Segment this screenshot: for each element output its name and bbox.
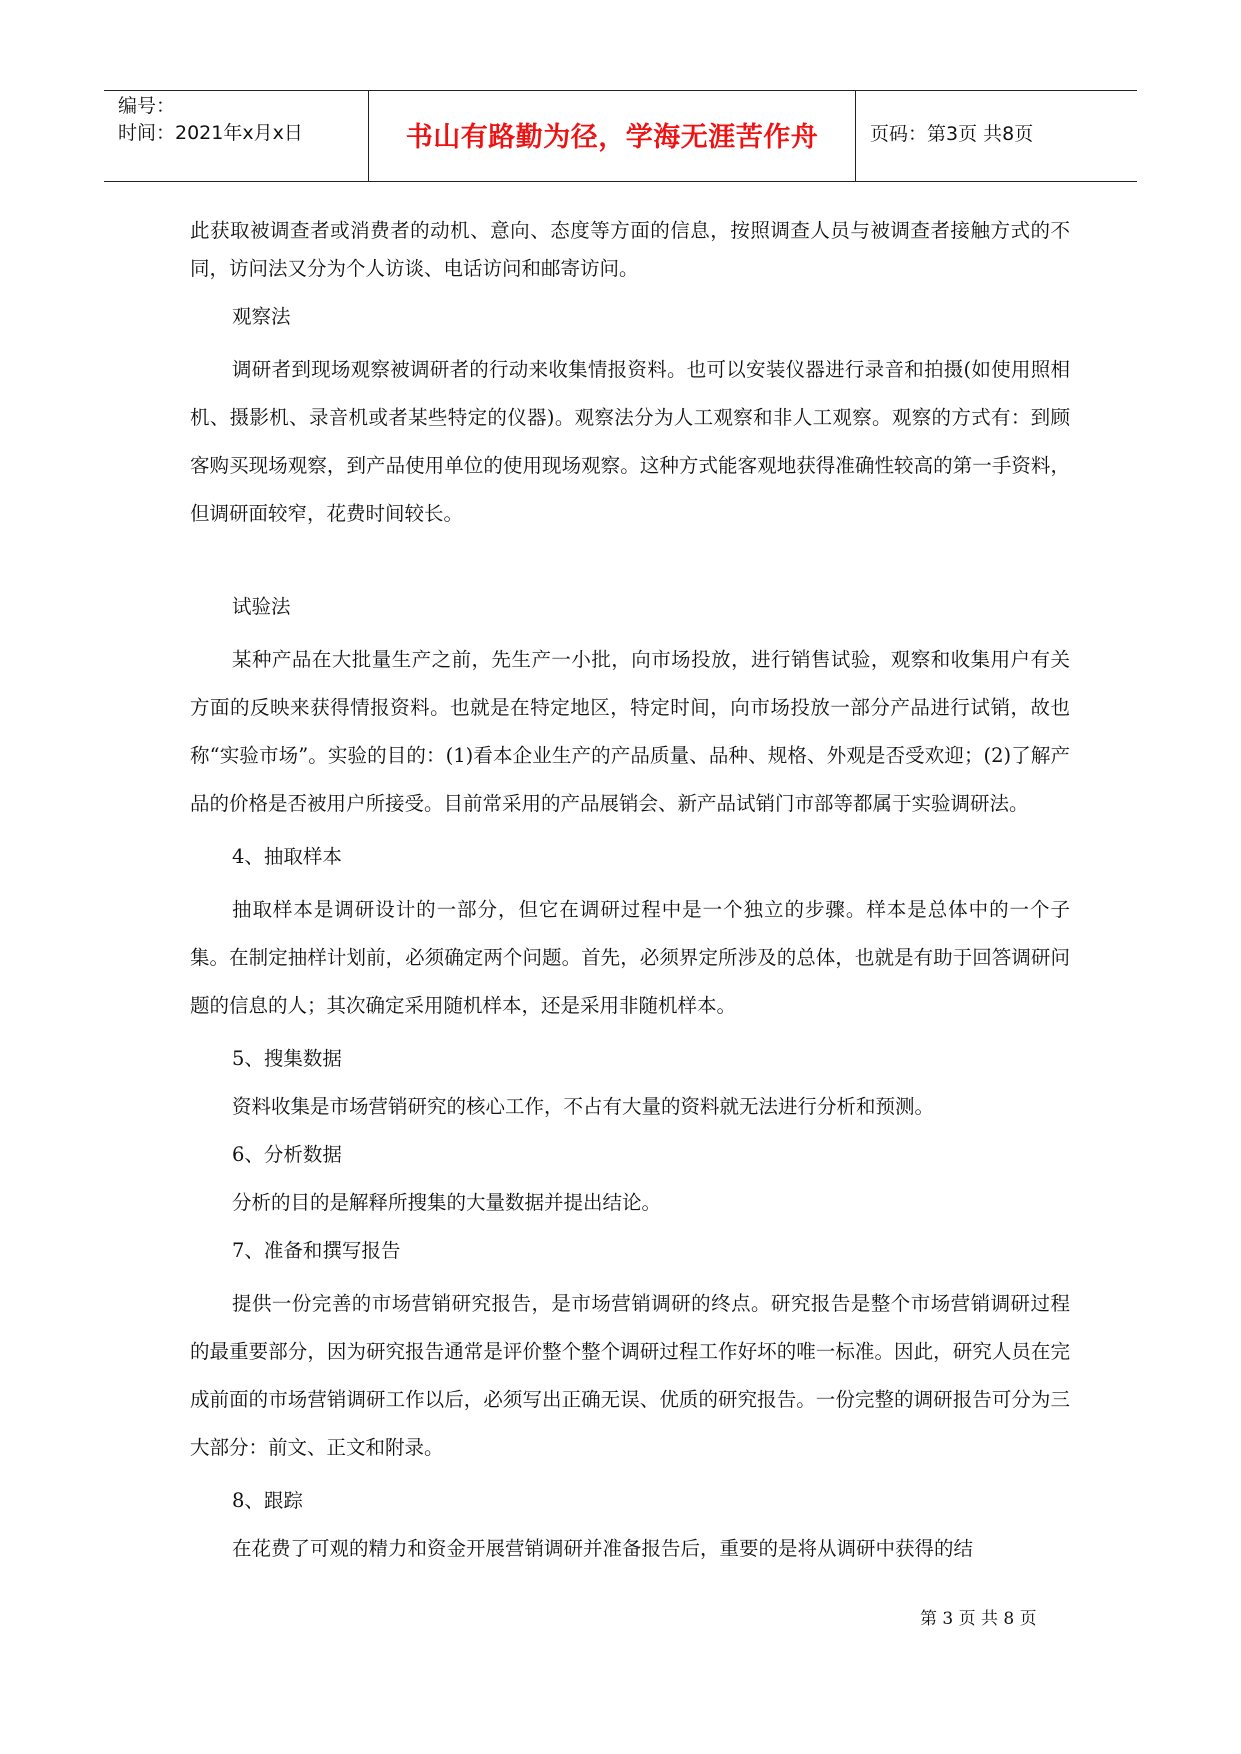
section-heading-tracking: 8、跟踪 [232,1489,303,1512]
page-footer: 第 3 页 共 8 页 [920,1609,1037,1629]
paragraph-sampling: 抽取样本是调研设计的一部分，但它在调研过程中是一个独立的步骤。样本是总体中的一个子集。在制定抽样计划前，必须确定两个问题。首先，必须界定所涉及的总体，也就是有助于回答调研问题的信息的人；其次确定采用随机样本，还是采用非随机样本。 [190,898,1070,1017]
document-number-label: 编号： [118,95,176,117]
header-page-info: 页码：第3页 共8页 [870,123,1034,145]
header-meta [118,93,358,147]
paragraph-collect-data: 资料收集是市场营销研究的核心工作，不占有大量的资料就无法进行分析和预测。 [232,1095,935,1118]
paragraph-intro-continuation: 此获取被调查者或消费者的动机、意向、态度等方面的信息，按照调查人员与被调查者接触方式的不同，访问法又分为个人访谈、电话访问和邮寄访问。 [190,219,1070,280]
section-heading-collect-data: 5、搜集数据 [232,1047,342,1070]
paragraph-report: 提供一份完善的市场营销研究报告，是市场营销调研的终点。研究报告是整个市场营销调研过程的最重要部分，因为研究报告通常是评价整个整个调研过程工作好坏的唯一标准。因此，研究人员在完成前面的市场营销调研工作以后，必须写出正确无误、优质的研究报告。一份完整的调研报告可分为三大部分：前文、正文和附录。 [190,1292,1070,1459]
document-body [190,212,1070,1568]
header-divider-right [855,91,856,181]
section-heading-sampling: 4、抽取样本 [232,845,342,868]
paragraph-experiment: 某种产品在大批量生产之前，先生产一小批，向市场投放，进行销售试验，观察和收集用户有关方面的反映来获得情报资料。也就是在特定地区，特定时间，向市场投放一部分产品进行试销，故也称“实验市场”。实验的目的：(1)看本企业生产的产品质量、品种、规格、外观是否受欢迎；(2)了解产品的价格是否被用户所接受。目前常采用的产品展销会、新产品试销门市部等都属于实验调研法。 [190,648,1070,815]
section-heading-analyze-data: 6、分析数据 [232,1143,342,1166]
section-heading-observation: 观察法 [232,305,291,328]
header-divider-left [368,91,369,181]
page-header [104,90,1137,182]
paragraph-tracking: 在花费了可观的精力和资金开展营销调研并准备报告后，重要的是将从调研中获得的结 [232,1537,974,1560]
paragraph-observation: 调研者到现场观察被调研者的行动来收集情报资料。也可以安装仪器进行录音和拍摄(如使用照相机、摄影机、录音机或者某些特定的仪器)。观察法分为人工观察和非人工观察。观察的方式有：到顾客购买现场观察，到产品使用单位的使用现场观察。这种方式能客观地获得准确性较高的第一手资料，但调研面较窄，花费时间较长。 [190,358,1070,525]
paragraph-analyze-data: 分析的目的是解释所搜集的大量数据并提出结论。 [232,1191,662,1214]
section-heading-report: 7、准备和撰写报告 [232,1239,401,1262]
document-date: 时间：2021年x月x日 [118,122,303,144]
section-heading-experiment: 试验法 [232,595,291,618]
header-motto: 书山有路勤为径，学海无涯苦作舟 [405,122,819,153]
